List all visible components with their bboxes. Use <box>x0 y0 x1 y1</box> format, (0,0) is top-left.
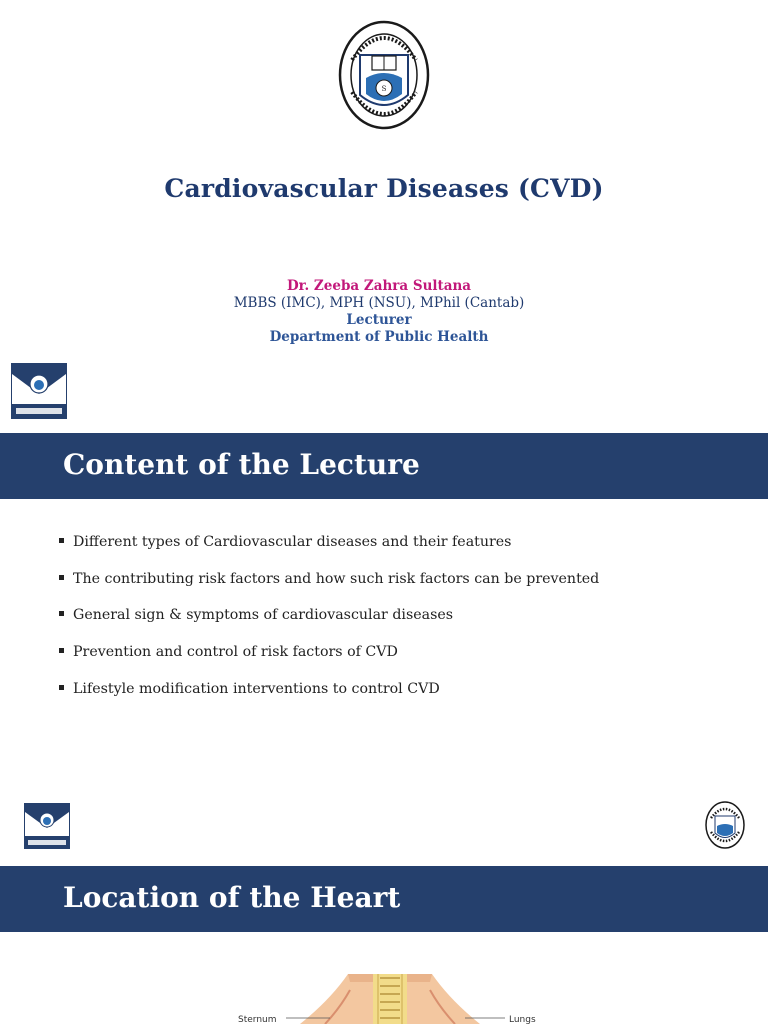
list-item <box>59 571 739 587</box>
section-header-location: Location of the Heart <box>0 866 768 932</box>
university-seal-icon <box>338 20 430 130</box>
label-sternum: Sternum <box>238 1015 277 1025</box>
list-item <box>59 681 739 697</box>
list-item-text: Different types of Cardiovascular diseases and their features <box>73 534 512 550</box>
heart-anatomy-illustration <box>230 970 550 1024</box>
list-item <box>59 607 739 623</box>
bullet-icon <box>59 685 64 690</box>
bullet-icon <box>59 648 64 653</box>
svg-text:S: S <box>381 85 387 93</box>
list-item-text: General sign & symptoms of cardiovascular diseases <box>73 607 454 623</box>
list-item <box>59 644 739 660</box>
list-item-text: Prevention and control of risk factors of CVD <box>73 644 398 660</box>
bullet-icon <box>59 538 64 543</box>
label-lungs: Lungs <box>509 1015 536 1025</box>
author-role: Lecturer <box>346 312 412 328</box>
author-department: Department of Public Health <box>269 329 489 345</box>
list-item <box>59 534 739 550</box>
list-item-text: The contributing risk factors and how such risk factors can be prevented <box>73 571 600 587</box>
list-item-text: Lifestyle modification interventions to control CVD <box>73 681 440 697</box>
university-seal-icon <box>705 801 745 849</box>
bullet-icon <box>59 611 64 616</box>
author-name: Dr. Zeeba Zahra Sultana <box>286 278 472 294</box>
department-badge-icon <box>10 362 68 420</box>
bullet-icon <box>59 575 64 580</box>
department-badge-icon <box>23 802 71 850</box>
section-header-content: Content of the Lecture <box>0 433 768 499</box>
slide-title: Cardiovascular Diseases (CVD) <box>164 174 604 203</box>
author-degrees: MBBS (IMC), MPH (NSU), MPhil (Cantab) <box>233 295 525 311</box>
